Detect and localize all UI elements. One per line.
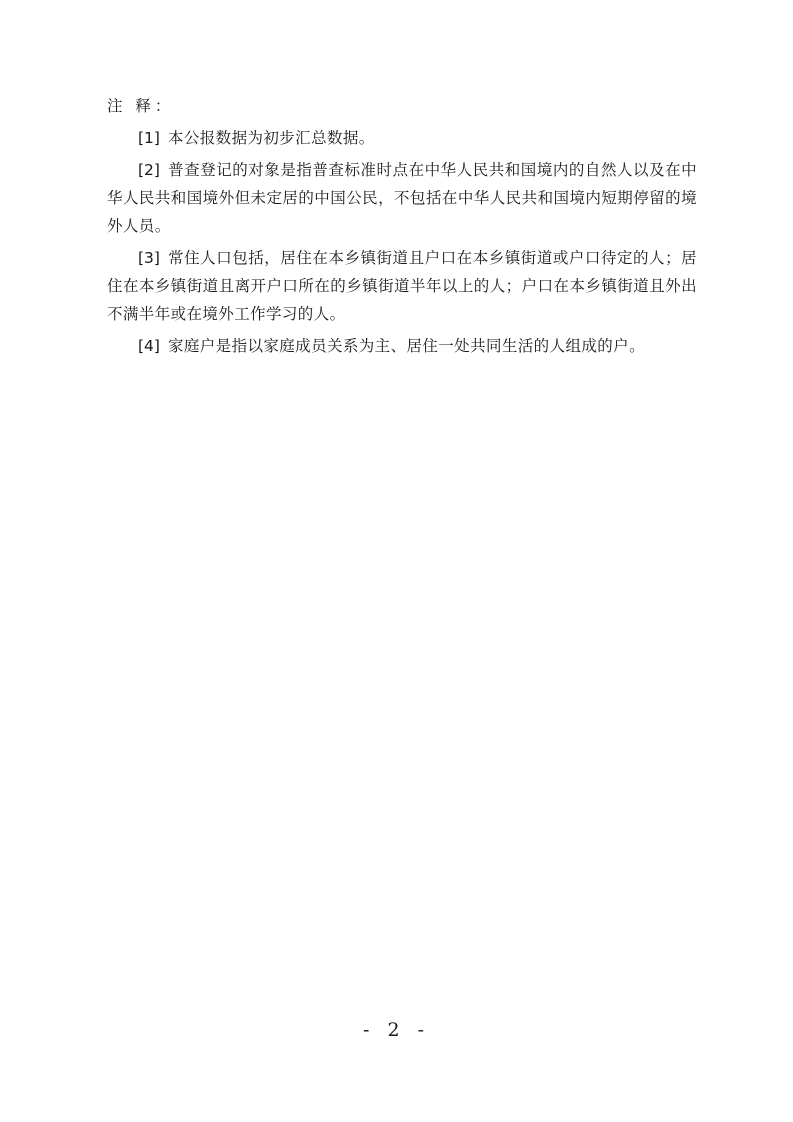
note-number: [2] [138,161,160,179]
note-text: 常住人口包括，居住在本乡镇街道且户口在本乡镇街道或户口待定的人；居住在本乡镇街道且离开户口所在的乡镇街道半年以上的人；户口在本乡镇街道且外出不满半年或在境外工作学习的人。 [107,249,697,323]
page-number: - 2 - [362,1019,430,1041]
notes-section [107,92,697,364]
note-item-3 [107,244,697,328]
note-number: [1] [138,129,160,147]
note-item-1 [107,124,697,152]
note-number: [3] [138,249,160,267]
note-item-2 [107,156,697,240]
note-number: [4] [138,337,160,355]
note-text: 家庭户是指以家庭成员关系为主、居住一处共同生活的人组成的户。 [167,337,645,355]
notes-heading: 注 释： [107,97,175,115]
note-text: 本公报数据为初步汇总数据。 [167,129,375,147]
note-text: 普查登记的对象是指普查标准时点在中华人民共和国境内的自然人以及在中华人民共和国境外但未定居的中国公民，不包括在中华人民共和国境内短期停留的境外人员。 [107,161,697,235]
note-item-4 [107,332,697,360]
